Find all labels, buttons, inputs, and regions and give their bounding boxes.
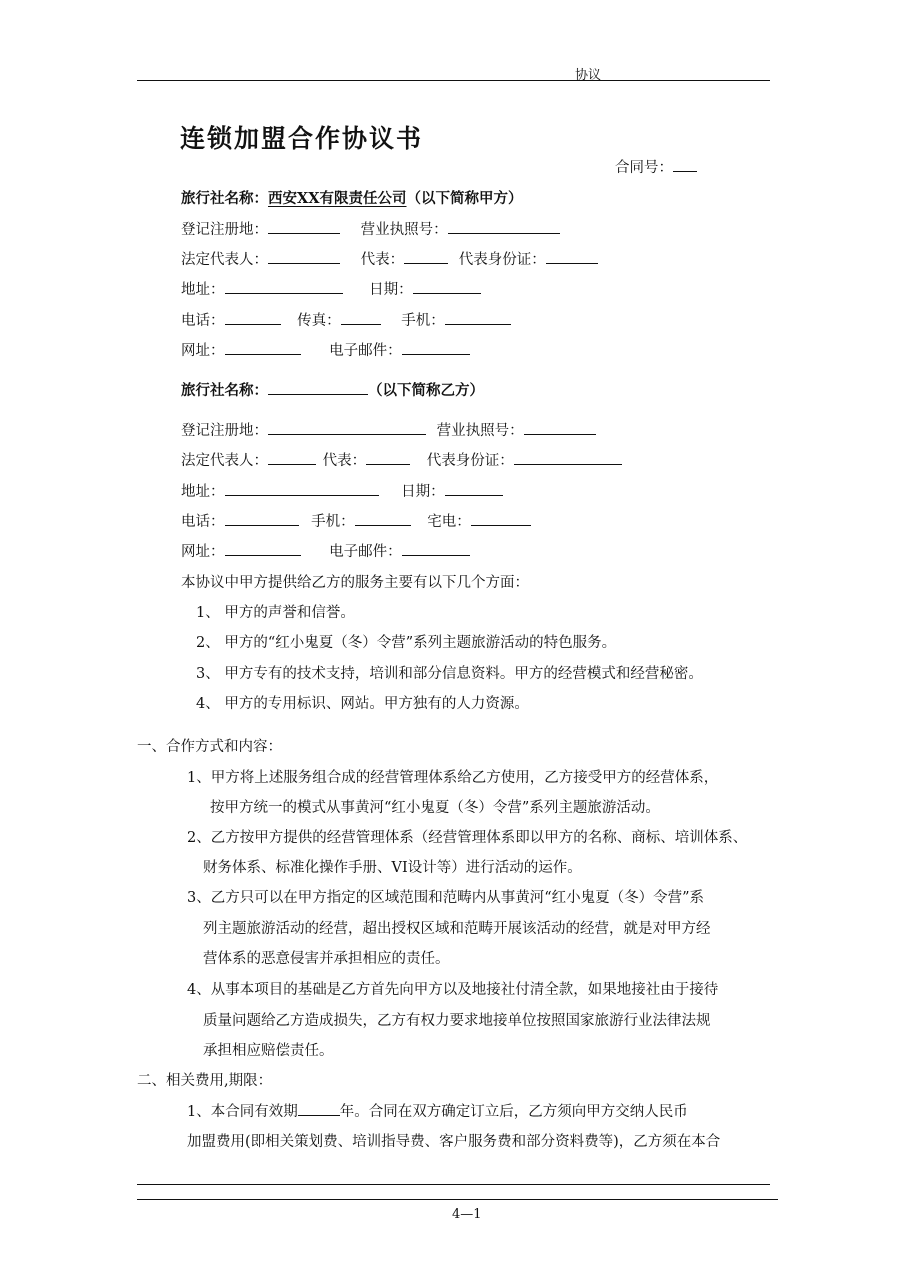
party-b-email-blank bbox=[402, 541, 470, 556]
section-2-line-part: 年。合同在双方确定订立后，乙方须向甲方交纳人民币 bbox=[339, 1104, 688, 1120]
party-a-rep-id-label: 代表身份证： bbox=[458, 252, 546, 268]
party-a-date-label: 日期： bbox=[369, 282, 413, 298]
service-item: 3、 甲方专有的技术支持，培训和部分信息资料。甲方的经营模式和经营秘密。 bbox=[196, 666, 703, 682]
party-b-reg-place-blank bbox=[268, 420, 426, 435]
section-2-line-part: 1、本合同有效期 bbox=[187, 1104, 298, 1120]
party-a-name-value: 西安XX有限责任公司 bbox=[268, 190, 407, 207]
section-1-line: 列主题旅游活动的经营，超出授权区域和范畴开展该活动的经营，就是对甲方经 bbox=[203, 921, 711, 937]
party-a-name-label: 旅行社名称： bbox=[181, 190, 268, 207]
section-1-line: 质量问题给乙方造成损失，乙方有权力要求地接单位按照国家旅游行业法律法规 bbox=[203, 1013, 711, 1029]
party-b-phone-label: 电话： bbox=[181, 514, 225, 530]
party-b-reg-place-label: 登记注册地： bbox=[181, 423, 268, 439]
party-a-legal-rep-blank bbox=[268, 249, 340, 264]
party-a-fax-label: 传真： bbox=[297, 313, 341, 329]
service-item: 4、 甲方的专用标识、网站。甲方独有的人力资源。 bbox=[196, 696, 529, 712]
party-a-legal-rep-label: 法定代表人： bbox=[181, 252, 268, 268]
party-b-name-label: 旅行社名称： bbox=[181, 382, 268, 399]
party-b-row-registration bbox=[181, 419, 596, 440]
party-a-rep-label: 代表： bbox=[360, 252, 405, 268]
section-2-line: 加盟费用(即相关策划费、培训指导费、客户服务费和部分资料费等)，乙方须在本合 bbox=[187, 1134, 721, 1150]
section-1-line: 4、从事本项目的基础是乙方首先向甲方以及地接社付清全款，如果地接社由于接待 bbox=[187, 982, 719, 998]
party-b-name-row bbox=[181, 379, 484, 400]
party-a-fax-blank bbox=[341, 310, 381, 325]
party-b-home-phone-label: 宅电： bbox=[427, 514, 471, 530]
party-a-address-blank bbox=[225, 279, 343, 294]
contract-number bbox=[615, 156, 697, 177]
footer-rule bbox=[137, 1184, 770, 1185]
party-b-license-label: 营业执照号： bbox=[436, 423, 524, 439]
section-1-line: 2、乙方按甲方提供的经营管理体系（经营管理体系即以甲方的名称、商标、培训体系、 bbox=[187, 830, 748, 846]
party-b-date-label: 日期： bbox=[401, 484, 445, 500]
party-b-legal-rep-label: 法定代表人： bbox=[181, 453, 268, 469]
section-1-heading: 一、合作方式和内容： bbox=[137, 739, 282, 755]
party-a-rep-id-blank bbox=[546, 249, 598, 264]
party-b-address-label: 地址： bbox=[181, 484, 225, 500]
header-rule bbox=[137, 80, 770, 81]
party-a-mobile-blank bbox=[445, 310, 511, 325]
document-title: 连锁加盟合作协议书 bbox=[180, 124, 424, 153]
section-1-line: 3、乙方只可以在甲方指定的区域范围和范畴内从事黄河“红小鬼夏（冬）令营”系 bbox=[187, 890, 705, 906]
party-a-reg-place-label: 登记注册地： bbox=[181, 222, 268, 238]
party-b-address-blank bbox=[225, 481, 379, 496]
party-b-row-address bbox=[181, 480, 503, 501]
party-b-row-web bbox=[181, 540, 470, 561]
party-a-address-label: 地址： bbox=[181, 282, 225, 298]
party-b-rep-blank bbox=[366, 450, 410, 465]
party-b-license-blank bbox=[524, 420, 596, 435]
party-a-row-address bbox=[181, 278, 481, 299]
contract-number-blank bbox=[673, 157, 697, 172]
party-b-name-blank bbox=[268, 380, 368, 395]
party-b-website-label: 网址： bbox=[181, 544, 225, 560]
party-b-row-contact bbox=[181, 510, 531, 531]
party-b-website-blank bbox=[225, 541, 301, 556]
header-label: 协议 bbox=[575, 68, 602, 83]
party-b-mobile-label: 手机： bbox=[311, 514, 355, 530]
section-1-line: 财务体系、标准化操作手册、VI设计等）进行活动的运作。 bbox=[203, 860, 582, 876]
party-a-license-blank bbox=[448, 219, 560, 234]
section-1-line: 承担相应赔偿责任。 bbox=[203, 1043, 334, 1059]
party-b-phone-blank bbox=[225, 511, 299, 526]
party-b-rep-id-blank bbox=[514, 450, 622, 465]
section-1-line: 按甲方统一的模式从事黄河“红小鬼夏（冬）令营”系列主题旅游活动。 bbox=[210, 800, 660, 816]
party-a-reg-place-blank bbox=[268, 219, 340, 234]
party-b-row-representative bbox=[181, 449, 622, 470]
page-number: 4—1 bbox=[452, 1207, 482, 1222]
party-a-rep-blank bbox=[404, 249, 448, 264]
services-intro: 本协议中甲方提供给乙方的服务主要有以下几个方面： bbox=[181, 575, 529, 591]
section-2-line bbox=[187, 1100, 688, 1121]
party-b-home-phone-blank bbox=[471, 511, 531, 526]
party-a-phone-label: 电话： bbox=[181, 313, 225, 329]
service-item: 1、 甲方的声誉和信誉。 bbox=[196, 605, 355, 621]
term-years-blank bbox=[298, 1101, 340, 1116]
party-b-legal-rep-blank bbox=[268, 450, 316, 465]
footer-rule bbox=[137, 1199, 778, 1200]
party-b-mobile-blank bbox=[355, 511, 411, 526]
section-1-line: 营体系的恶意侵害并承担相应的责任。 bbox=[203, 951, 450, 967]
service-item: 2、 甲方的“红小鬼夏（冬）令营”系列主题旅游活动的特色服务。 bbox=[196, 635, 617, 651]
party-b-rep-label: 代表： bbox=[322, 453, 367, 469]
party-b-name-suffix: （以下简称乙方） bbox=[368, 382, 484, 399]
party-a-mobile-label: 手机： bbox=[401, 313, 445, 329]
contract-number-label: 合同号： bbox=[615, 160, 673, 176]
party-a-row-contact bbox=[181, 309, 511, 330]
party-a-row-web bbox=[181, 339, 470, 360]
section-1-line: 1、甲方将上述服务组合成的经营管理体系给乙方使用，乙方接受甲方的经营体系， bbox=[187, 770, 719, 786]
party-a-website-label: 网址： bbox=[181, 343, 225, 359]
party-a-phone-blank bbox=[225, 310, 281, 325]
party-a-date-blank bbox=[413, 279, 481, 294]
party-a-row-registration bbox=[181, 218, 560, 239]
party-a-name-row bbox=[181, 187, 523, 208]
section-2-heading: 二、相关费用,期限： bbox=[137, 1073, 273, 1089]
party-b-date-blank bbox=[445, 481, 503, 496]
party-a-license-label: 营业执照号： bbox=[360, 222, 448, 238]
party-b-rep-id-label: 代表身份证： bbox=[426, 453, 514, 469]
party-a-email-blank bbox=[402, 340, 470, 355]
party-a-email-label: 电子邮件： bbox=[329, 343, 402, 359]
party-b-email-label: 电子邮件： bbox=[329, 544, 402, 560]
party-a-row-representative bbox=[181, 248, 598, 269]
party-a-name-suffix: （以下简称甲方） bbox=[406, 190, 523, 207]
party-a-website-blank bbox=[225, 340, 301, 355]
